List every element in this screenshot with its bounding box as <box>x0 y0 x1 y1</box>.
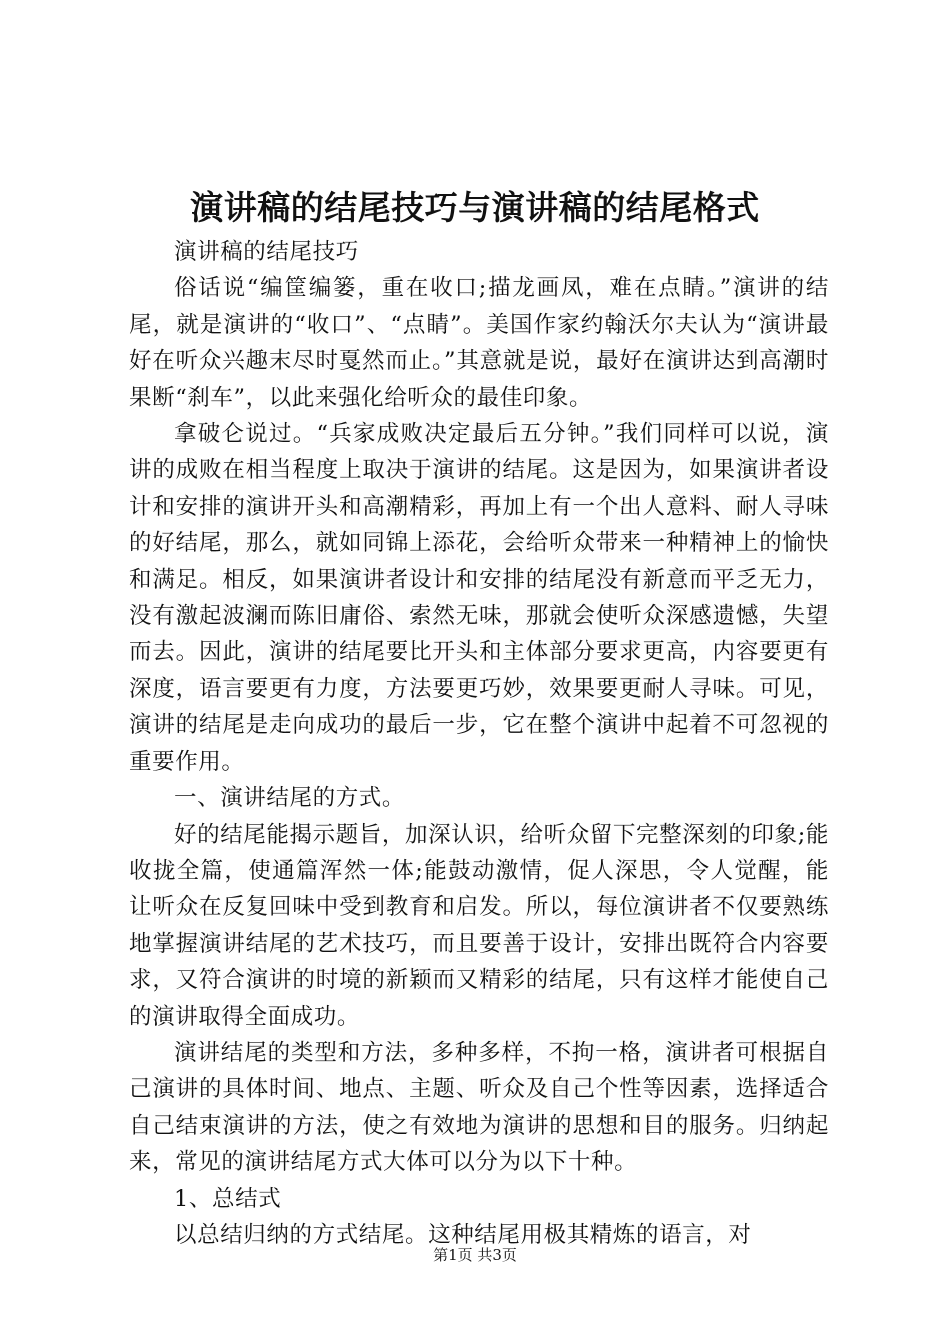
document-title: 演讲稿的结尾技巧与演讲稿的结尾格式 <box>190 188 760 227</box>
document-body <box>129 234 829 1253</box>
paragraph-subtitle: 演讲稿的结尾技巧 <box>174 239 359 265</box>
paragraph: 演讲结尾的类型和方法，多种多样，不拘一格，演讲者可根据自己演讲的具体时间、地点、主题、听众及自己个性等因素，选择适合自己结束演讲的方法，使之有效地为演讲的思想和目的服务。归纳起来，常见的演讲结尾方式大体可以分为以下十种。 <box>129 1039 829 1176</box>
paragraph: 好的结尾能揭示题旨，加深认识，给听众留下完整深刻的印象;能收拢全篇，使通篇浑然一体;能鼓动激情，促人深思，令人觉醒，能让听众在反复回味中受到教育和启发。所以，每位演讲者不仅要熟练地掌握演讲结尾的艺术技巧，而且要善于设计，安排出既符合内容要求，又符合演讲的时境的新颖而又精彩的结尾，只有这样才能使自己的演讲取得全面成功。 <box>129 821 829 1030</box>
subsection-heading: 1、总结式 <box>174 1185 282 1212</box>
paragraph: 俗话说“编筐编篓，重在收口;描龙画凤，难在点睛。”演讲的结尾，就是演讲的“收口”、“点睛”。美国作家约翰沃尔夫认为“演讲最好在听众兴趣末尽时戛然而止。”其意就是说，最好在演讲达到高潮时果断“刹车”，以此来强化给听众的最佳印象。 <box>129 275 829 411</box>
page-footer: 第1页 共3页 <box>433 1246 517 1264</box>
section-heading: 一、演讲结尾的方式。 <box>174 785 406 812</box>
paragraph: 以总结归纳的方式结尾。这种结尾用极其精炼的语言，对 <box>174 1221 752 1248</box>
paragraph: 拿破仑说过。“兵家成败决定最后五分钟。”我们同样可以说，演讲的成败在相当程度上取决于演讲的结尾。这是因为，如果演讲者设计和安排的演讲开头和高潮精彩，再加上有一个出人意料、耐人寻味的好结尾，那么，就如同锦上添花，会给听众带来一种精神上的愉快和满足。相反，如果演讲者设计和安排的结尾没有新意而平乏无力，没有激起波澜而陈旧庸俗、索然无味，那就会使听众深感遗憾，失望而去。因此，演讲的结尾要比开头和主体部分要求更高，内容要更有深度，语言要更有力度，方法要更巧妙，效果要更耐人寻味。可见，演讲的结尾是走向成功的最后一步，它在整个演讲中起着不可忽视的重要作用。 <box>129 421 829 775</box>
